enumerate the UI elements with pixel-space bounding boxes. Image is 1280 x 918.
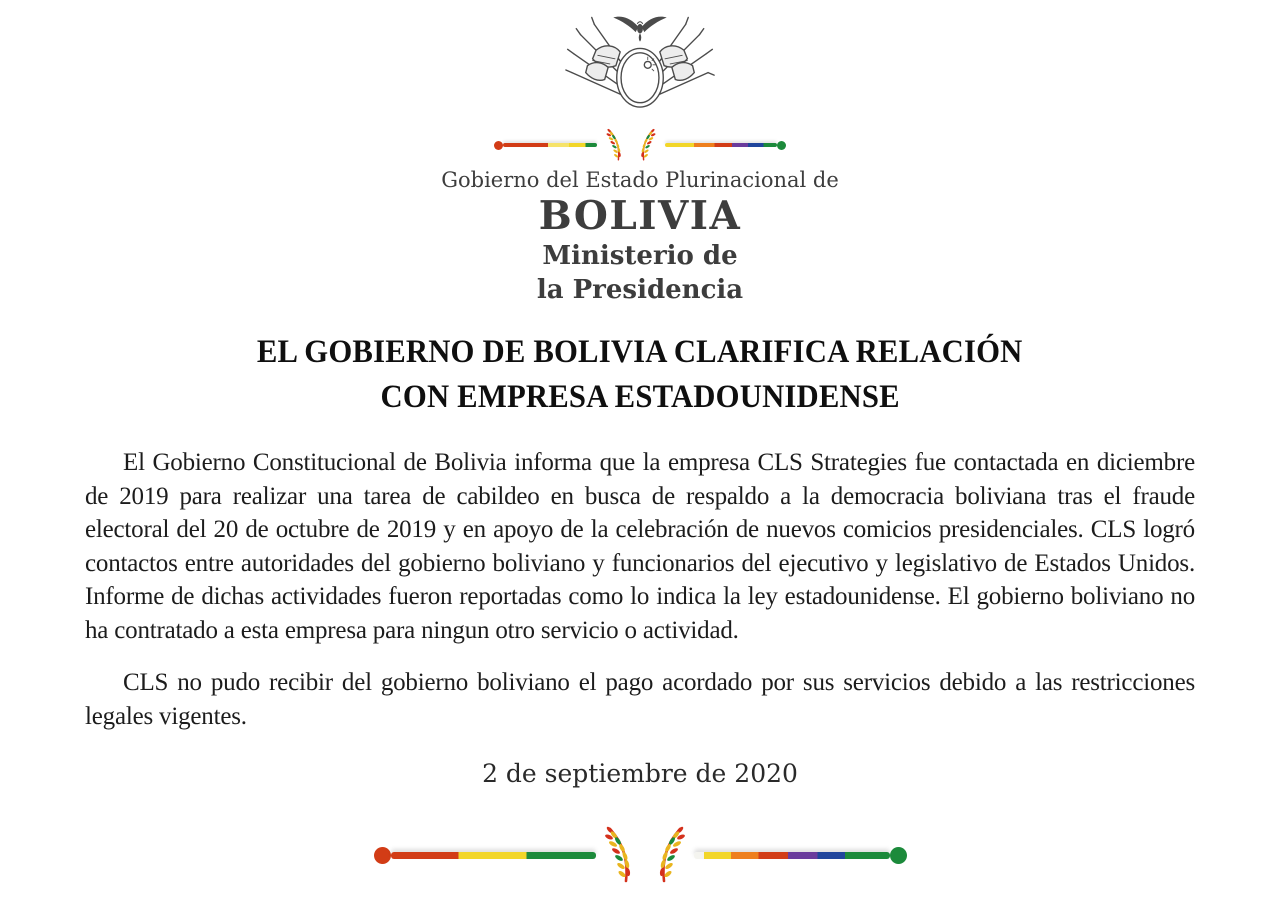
flag-line-right bbox=[665, 143, 777, 147]
divider-dot-green bbox=[777, 141, 786, 150]
flag-line-left bbox=[391, 852, 596, 859]
ministry-name-line2: la Presidencia bbox=[536, 275, 744, 305]
government-org-line: Gobierno del Estado Plurinacional de bbox=[441, 168, 839, 192]
flag-divider-bottom bbox=[0, 820, 1280, 890]
title-line-1: EL GOBIERNO DE BOLIVIA CLARIFICA RELACIÓN bbox=[257, 334, 1023, 370]
wheat-laurel-sprig-right-icon bbox=[635, 128, 659, 162]
letterhead bbox=[0, 0, 1280, 306]
press-release-title bbox=[0, 330, 1280, 420]
paragraph-2: CLS no pudo recibir del gobierno boliviano el pago acordado por sus servicios debido a las restricciones legales vigentes. bbox=[85, 669, 1195, 730]
country-name: BOLIVIA bbox=[538, 193, 742, 239]
divider-dot-green bbox=[890, 847, 907, 864]
flag-line-left bbox=[503, 143, 597, 147]
paragraph-1: El Gobierno Constitucional de Bolivia informa que la empresa CLS Strategies fue contactada en diciembre de 2019 para realizar una tarea de cabildeo en busca de respaldo a la democracia boliviana tras el fraude electoral del 20 de octubre de 2019 y en apoyo de la celebración de nuevos comicios presidenciales. CLS logró contactos entre autoridades del gobierno boliviano y funcionarios del ejecutivo y legislativo de Estados Unidos. Informe de dichas actividades fueron reportadas como lo indica la ley estadounidense. El gobierno boliviano no ha contratado a esta empresa para ningun otro servicio o actividad. bbox=[85, 449, 1195, 644]
date-line: 2 de septiembre de 2020 bbox=[482, 759, 798, 788]
laurel-sprigs bbox=[600, 825, 690, 885]
laurel-sprigs bbox=[603, 128, 659, 162]
wheat-laurel-sprig-left-icon bbox=[603, 128, 627, 162]
press-release-body bbox=[85, 446, 1195, 788]
ministry-name-line1: Ministerio de bbox=[542, 241, 738, 271]
wheat-laurel-sprig-left-icon bbox=[600, 825, 640, 885]
coat-of-arms-icon bbox=[565, 14, 715, 126]
flag-divider-top bbox=[0, 128, 1280, 162]
flag-line-right bbox=[694, 852, 890, 859]
divider-dot-red bbox=[494, 141, 503, 150]
title-line-2: CON EMPRESA ESTADOUNIDENSE bbox=[380, 379, 900, 415]
divider-dot-red bbox=[374, 847, 391, 864]
wheat-laurel-sprig-right-icon bbox=[650, 825, 690, 885]
